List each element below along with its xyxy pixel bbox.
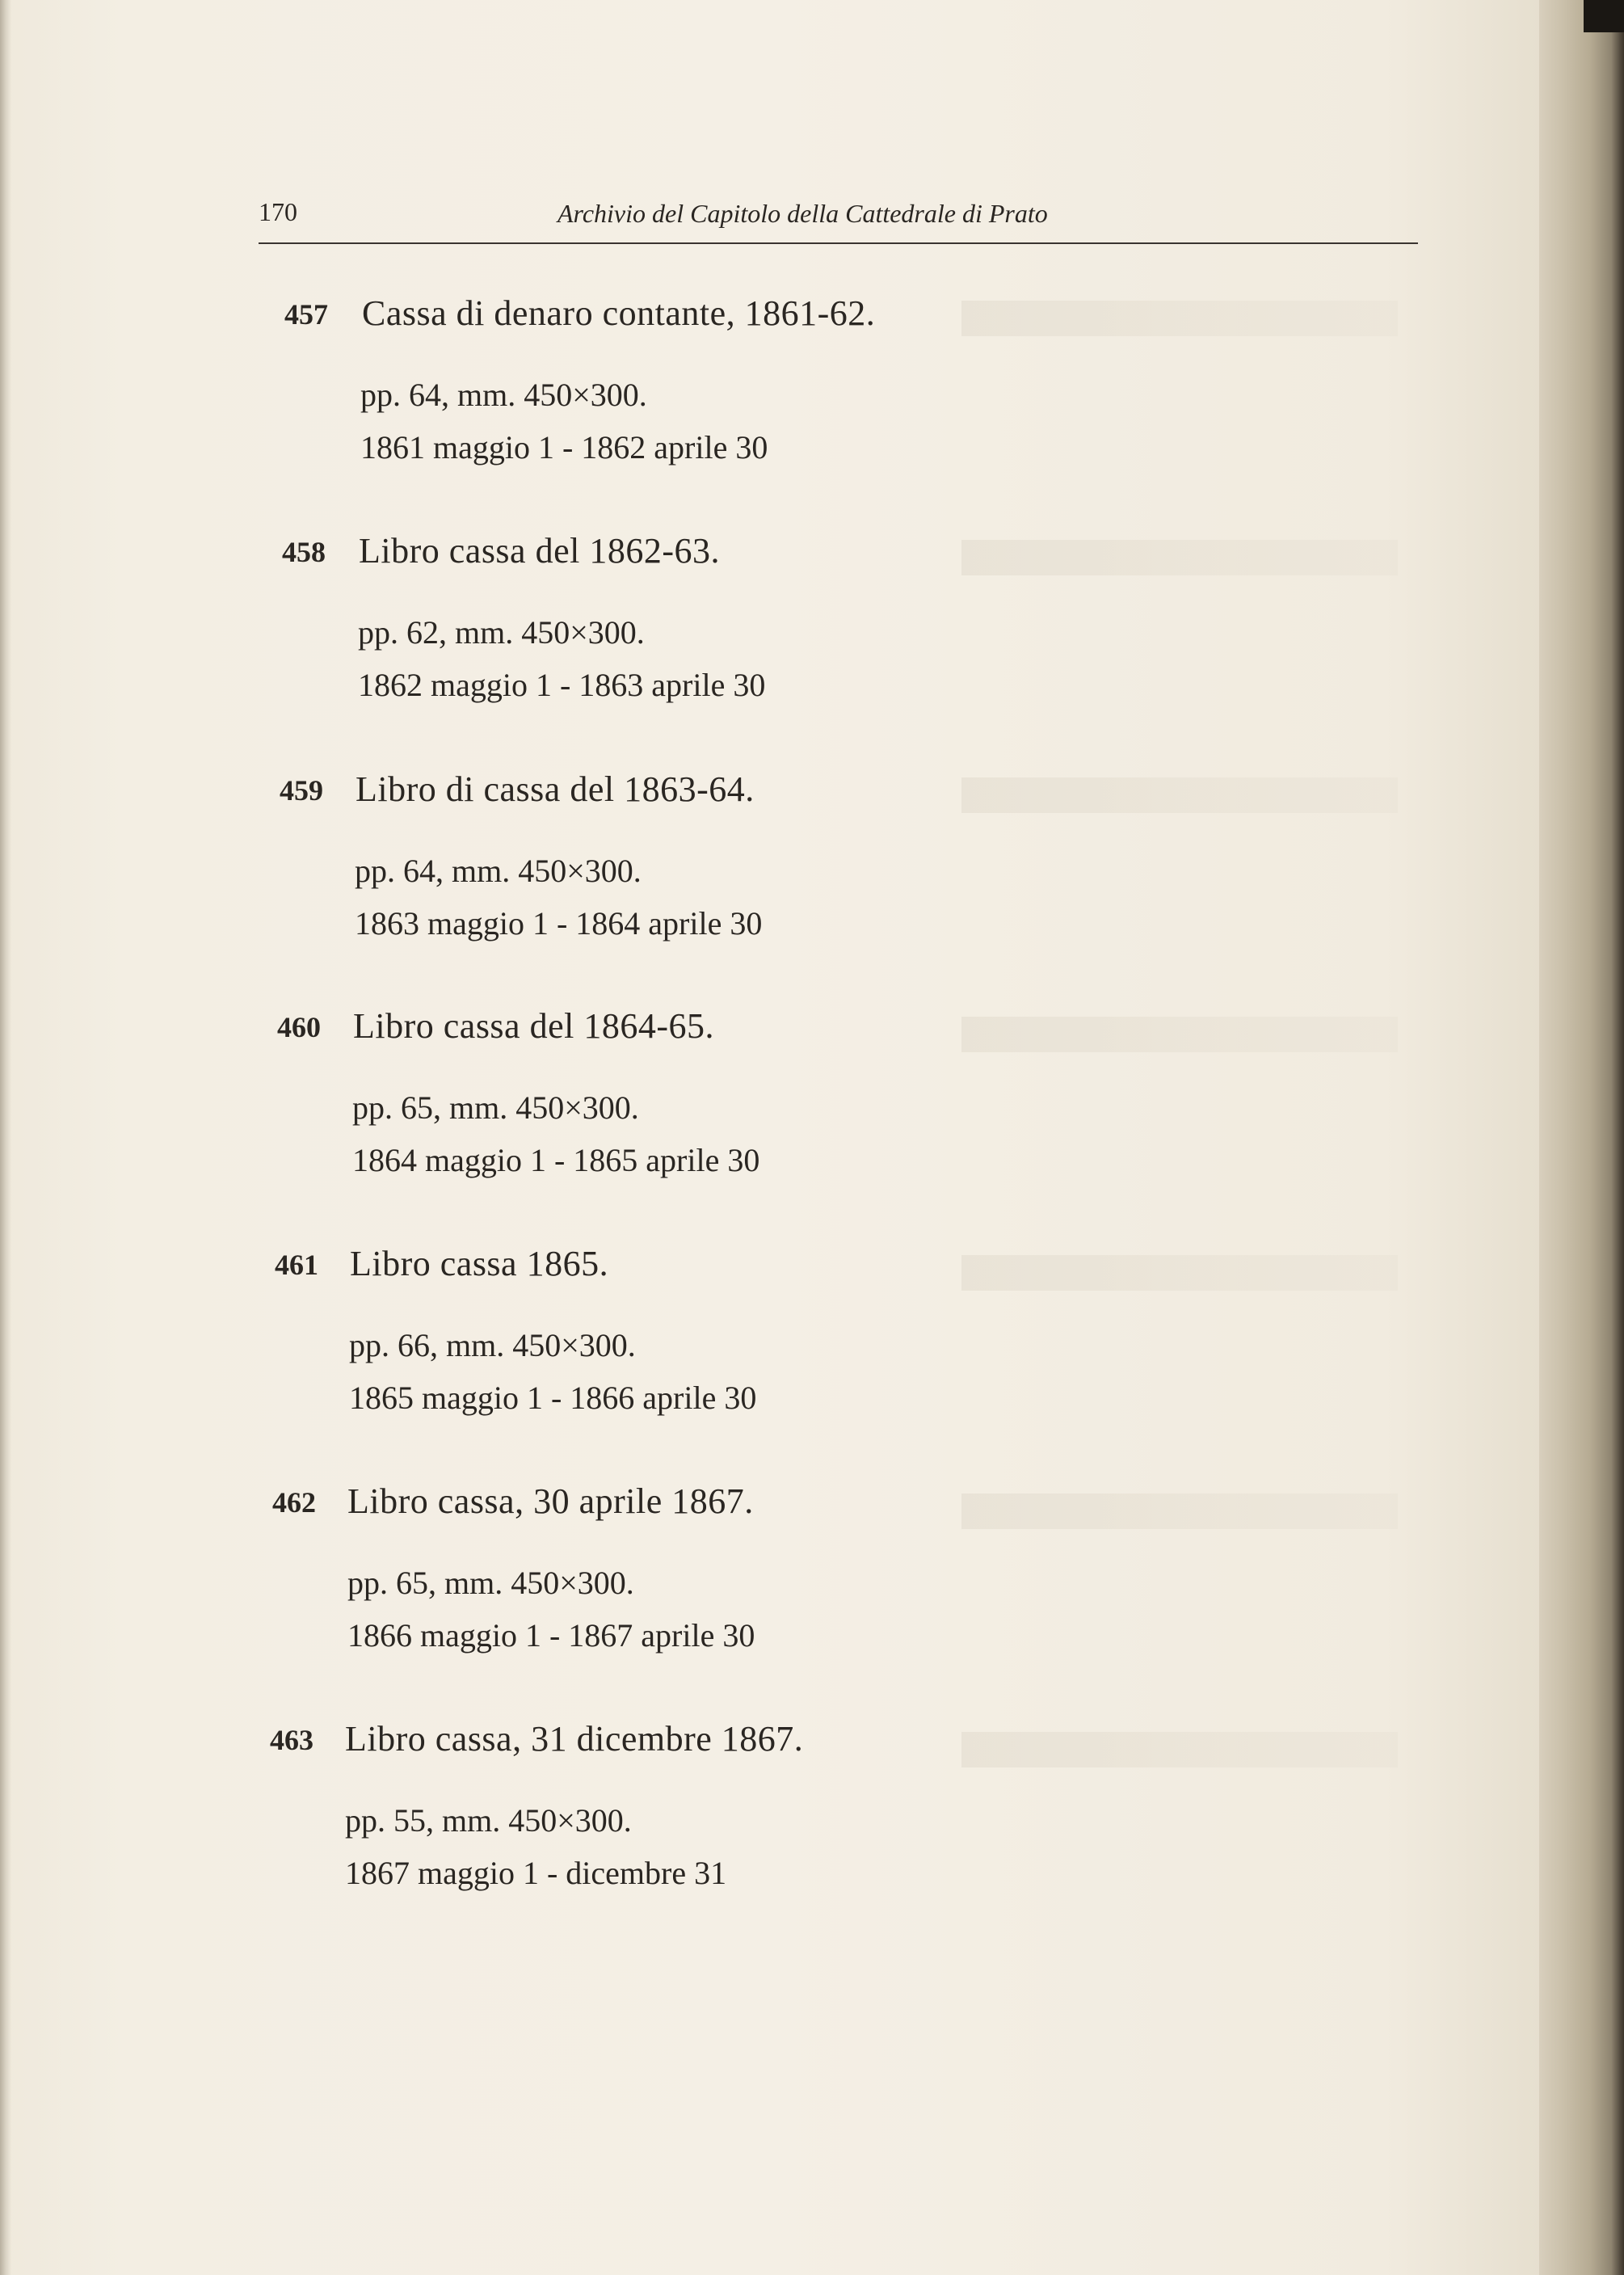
- entry-dates: 1864 maggio 1 - 1865 aprile 30: [352, 1142, 760, 1178]
- entry-title: Libro di cassa del 1863-64.: [356, 769, 755, 809]
- catalog-entry: [0, 530, 1050, 740]
- running-title: Archivio del Capitolo della Cattedrale di Prato: [557, 199, 1048, 228]
- entry-number: 463: [270, 1724, 313, 1756]
- entry-number: 459: [280, 774, 323, 807]
- page-corner-shadow: [1584, 0, 1624, 32]
- catalog-entry: [0, 1243, 1050, 1453]
- entry-description: pp. 62, mm. 450×300.: [358, 614, 645, 651]
- catalog-entry: [0, 1718, 1050, 1928]
- entry-title: Libro cassa 1865.: [350, 1244, 609, 1283]
- entry-dates: 1862 maggio 1 - 1863 aprile 30: [358, 667, 766, 703]
- entry-number: 457: [284, 298, 328, 331]
- entry-title: Libro cassa del 1862-63.: [359, 531, 720, 571]
- running-header: [259, 194, 1418, 244]
- entry-title: Cassa di denaro contante, 1861-62.: [362, 293, 876, 333]
- page-gutter-shadow: [1539, 0, 1624, 2275]
- catalog-entry: [0, 1481, 1050, 1691]
- entry-description: pp. 66, mm. 450×300.: [349, 1327, 636, 1363]
- entry-title: Libro cassa, 31 dicembre 1867.: [345, 1719, 804, 1759]
- entry-dates: 1865 maggio 1 - 1866 aprile 30: [349, 1380, 757, 1416]
- entry-number: 461: [275, 1249, 318, 1281]
- catalog-entry: [0, 293, 1050, 503]
- entry-title: Libro cassa, 30 aprile 1867.: [347, 1481, 754, 1521]
- catalog-entry: [0, 1005, 1050, 1215]
- entry-number: 460: [277, 1011, 321, 1043]
- entry-description: pp. 65, mm. 450×300.: [352, 1089, 639, 1126]
- entry-dates: 1861 maggio 1 - 1862 aprile 30: [360, 429, 768, 466]
- entry-dates: 1866 maggio 1 - 1867 aprile 30: [347, 1617, 755, 1654]
- entry-description: pp. 64, mm. 450×300.: [355, 853, 642, 889]
- entry-title: Libro cassa del 1864-65.: [353, 1006, 714, 1046]
- entry-description: pp. 64, mm. 450×300.: [360, 377, 647, 413]
- entry-dates: 1867 maggio 1 - dicembre 31: [345, 1855, 727, 1891]
- page-number: 170: [259, 197, 297, 226]
- entry-number: 462: [272, 1486, 316, 1519]
- entry-number: 458: [282, 536, 326, 568]
- entry-dates: 1863 maggio 1 - 1864 aprile 30: [355, 905, 763, 942]
- entry-description: pp. 55, mm. 450×300.: [345, 1802, 632, 1839]
- catalog-entry: [0, 769, 1050, 979]
- entry-description: pp. 65, mm. 450×300.: [347, 1565, 634, 1601]
